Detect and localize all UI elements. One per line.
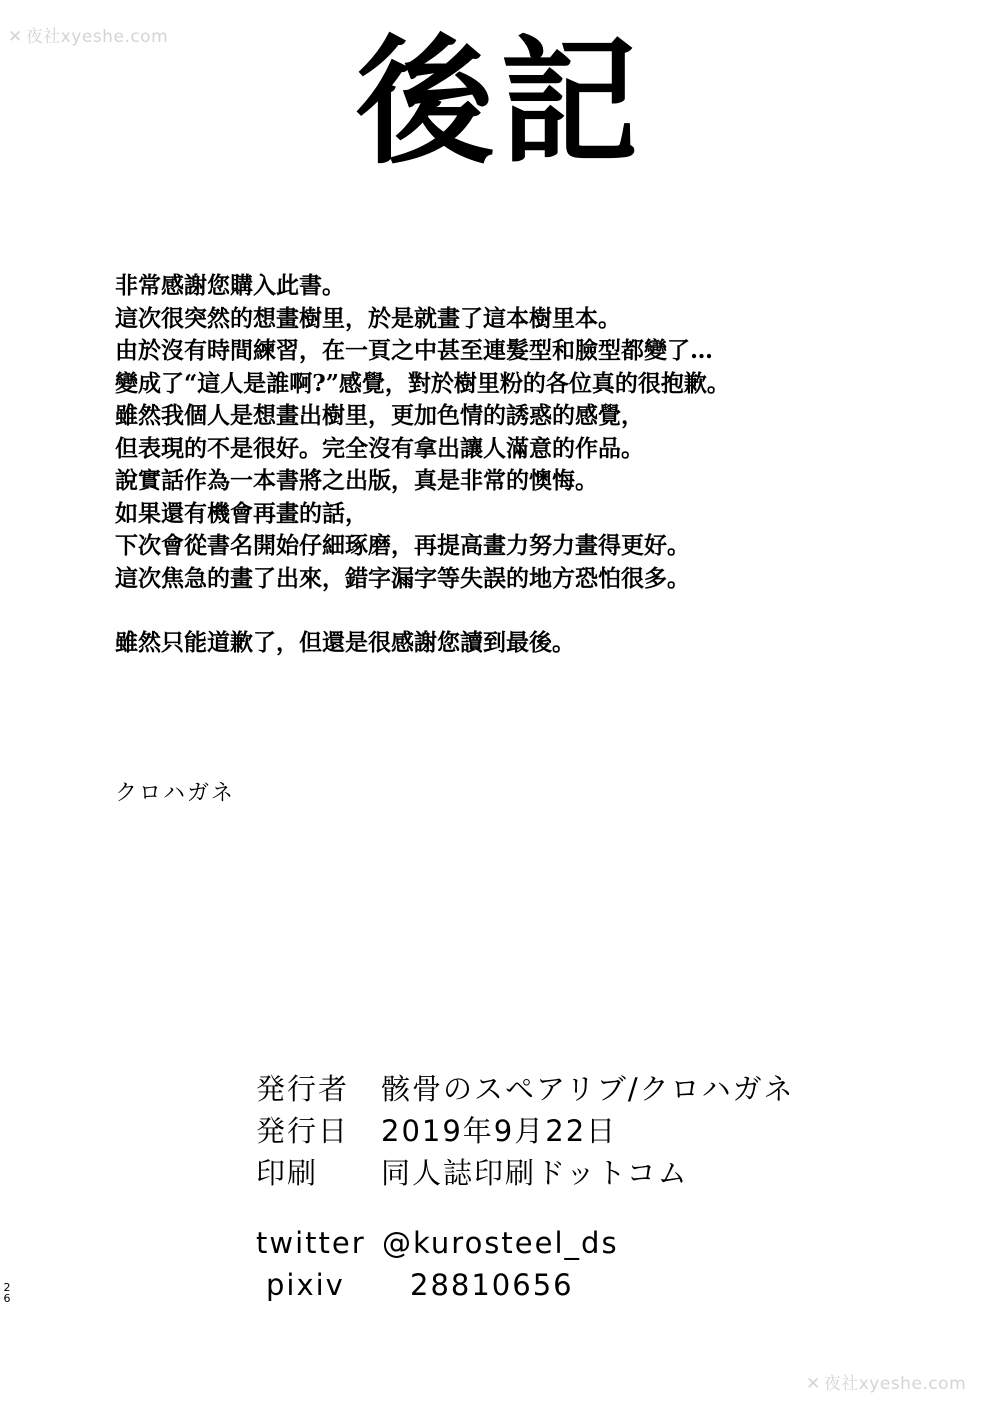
publisher-value: 骸骨のスペアリブ/クロハガネ [381, 1072, 795, 1106]
body-line: 這次很突然的想畫樹里，於是就畫了這本樹里本。 [115, 304, 621, 332]
body-line: 如果還有機會再畫的話， [115, 499, 368, 527]
twitter-label: twitter [256, 1226, 366, 1260]
colophon-publisher-row [256, 1068, 795, 1110]
date-label: 発行日 [256, 1114, 350, 1148]
twitter-handle: @kurosteel_ds [382, 1226, 619, 1260]
body-line: 非常感謝您購入此書。 [115, 272, 345, 299]
colophon-print-row [256, 1152, 795, 1194]
watermark-text: 夜社xyeshe.com [823, 1374, 967, 1394]
body-line: 下次會從書名開始仔細琢磨，再提高畫力努力畫得更好。 [115, 532, 690, 559]
x-logo-icon: ✕ [8, 27, 23, 47]
page-number: 26 [3, 1281, 11, 1305]
pixiv-label: pixiv [266, 1268, 345, 1302]
author-signature: クロハガネ [115, 781, 236, 806]
colophon-pixiv-row [256, 1264, 795, 1306]
body-line: 但表現的不是很好。完全沒有拿出讓人滿意的作品。 [115, 434, 644, 462]
print-value: 同人誌印刷ドットコム [381, 1156, 689, 1190]
body-line: 由於沒有時間練習，在一頁之中甚至連髮型和臉型都變了… [115, 337, 713, 364]
afterword-body [115, 270, 875, 660]
page-title: 後記 [355, 22, 644, 183]
closing-line: 雖然只能道歉了，但還是很感謝您讀到最後。 [115, 629, 575, 656]
body-line: 雖然我個人是想畫出樹里，更加色情的誘惑的感覺， [115, 402, 644, 429]
print-label: 印刷 [256, 1156, 319, 1190]
pixiv-id: 28810656 [410, 1268, 574, 1302]
date-value: 2019年9月22日 [381, 1114, 618, 1148]
x-logo-icon: ✕ [806, 1374, 821, 1394]
colophon [256, 1068, 795, 1306]
watermark-text: 夜社xyeshe.com [25, 27, 169, 47]
colophon-spacer [256, 1194, 795, 1222]
watermark-bottom [806, 1369, 966, 1394]
body-line: 變成了“這人是誰啊?”感覺，對於樹里粉的各位真的很抱歉。 [115, 369, 730, 397]
colophon-date-row [256, 1110, 795, 1152]
body-line: 這次焦急的畫了出來，錯字漏字等失誤的地方恐怕很多。 [115, 564, 690, 592]
publisher-label: 発行者 [256, 1072, 350, 1106]
paragraph-gap [115, 595, 875, 627]
colophon-twitter-row [256, 1222, 795, 1264]
body-line: 說實話作為一本書將之出版，真是非常的懊悔。 [115, 467, 598, 494]
